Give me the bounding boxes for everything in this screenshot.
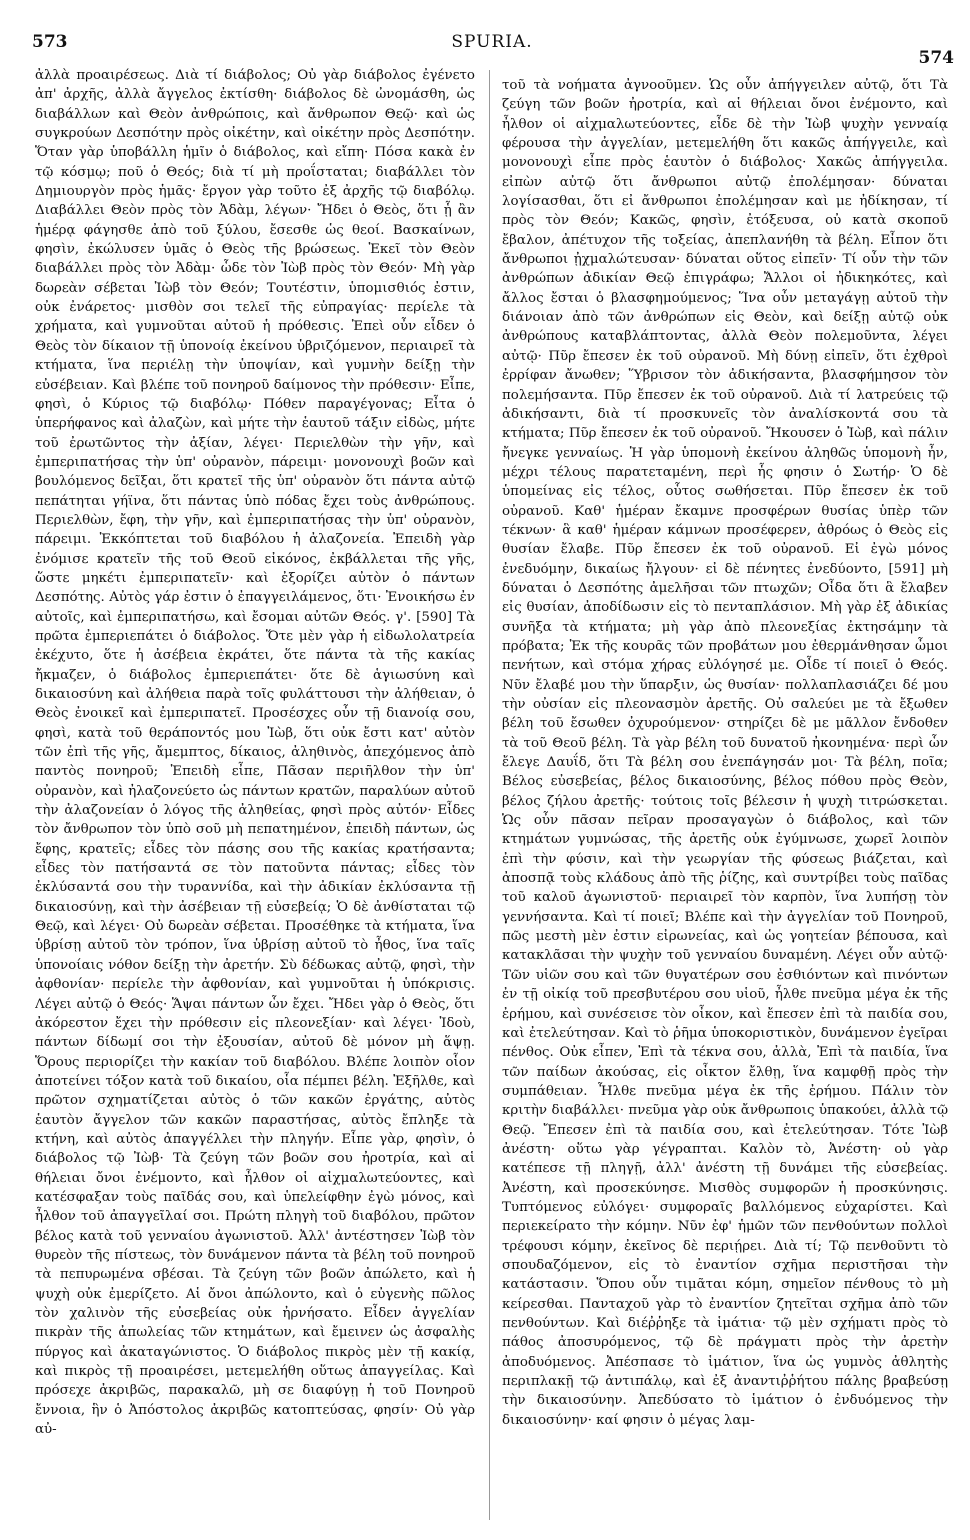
left-column	[35, 66, 475, 1522]
right-column	[502, 76, 948, 1532]
column-divider	[489, 70, 490, 1520]
running-title: SPURIA.	[451, 32, 533, 52]
right-column-text: τοῦ τὰ νοήματα ἀγνοοῦμεν. Ὡς οὖν ἀπήγγειλεν αὐτῷ, ὅτι Τὰ ζεύγη τῶν βοῶν ἠροτρία, καὶ αἱ θήλειαι ὄνοι ἐνέμοντο, καὶ ἦλθον οἱ αἰχμαλωτεύοντες, εἶδε δὲ τὴν Ἰὼβ ψυχὴν γενναίᾳ φέρουσα τὴν ἀγγελίαν, μετεμελήθη ὅτι κακῶς ἀπήγγειλε, καὶ μονονουχὶ εἶπε πρὸς ἑαυτὸν ὁ διάβολος· Χακῶς ἀπήγγειλα. εἰπὼν αὐτῷ ὅτι ἄνθρωποι αὐτῷ ἐπολέμησαν· δύναται λογίσασθαι, ὅτι εἰ ἄνθρωποι ἐπολέμησαν καὶ με ἠδίκησαν, τί πρὸς τὸν Θεόν; Κακῶς, φησὶν, ἐτόξευσα, οὐ κατὰ σκοποῦ ἔβαλον, ἀπέτυχον τῆς τοξείας, ἀπεπλανήθη τὰ βέλη. Εἶπον ὅτι ἄνθρωποι ᾐχμαλώτευσαν· δύναται οὕτος εἰπεῖν· Τί οὖν τὴν τῶν ἀνθρώπων ἀδικίαν Θεῷ ἐπιγράφω; Ἄλλοι οἱ ἠδικηκότες, καὶ ἄλλος ἔσται ὁ βλασφημούμενος; Ἵνα οὖν μεταγάγῃ αὐτοῦ τὴν διάνοιαν ἀπὸ τῶν ἀνθρώπων εἰς Θεὸν, καὶ δείξῃ αὐτῷ οὐκ ἀνθρώπους καταβλάπτοντας, ἀλλὰ Θεὸν πολεμοῦντα, λέγει αὐτῷ· Πῦρ ἔπεσεν ἐκ τοῦ οὐρανοῦ. Μὴ δύνῃ εἰπεῖν, ὅτι ἐχθροὶ ἐρρίφαν ἄνωθεν; Ὕβρισον τὸν ἀδικήσαντα, βλασφήμησον τὸν πολεμήσαντα. Πῦρ ἔπεσεν ἐκ τοῦ οὐρανοῦ. Διὰ τί λατρεύεις τῷ ἀδικήσαντι, διὰ τί προσκυνεῖς τὸν ἀναλίσκοντά σου τὰ κτήματα; Πῦρ ἔπεσεν ἐκ τοῦ οὐρανοῦ. Ἤκουσεν ὁ Ἰὼβ, καὶ πάλιν ἤνεγκε γενναίως. Ἡ γὰρ ὑπομονὴ ἐκείνου ἀληθῶς ὑπομονὴ ἦν, μέχρι τέλους παρατεταμένη, περὶ ἧς φησιν ὁ Σωτήρ· Ὁ δὲ ὑπομείνας εἰς τέλος, οὗτος σωθήσεται. Πῦρ ἔπεσεν ἐκ τοῦ οὐρανοῦ. Καθ' ἡμέραν ἔκαμνε προσφέρων θυσίας ὑπὲρ τῶν τέκνων· ἃ καθ' ἡμέραν κάμνων προσέφερεν, ἀθρόως ὁ Θεὸς εἰς θυσίαν ἔλαβε. Πῦρ ἔπεσεν ἐκ τοῦ οὐρανοῦ. Εἰ ἐγὼ μόνος ἐνεδυόμην, δικαίως ἤλγουν· εἰ δὲ πένητες ἐνεδύοντο, [591] μὴ δύναται ὁ Δεσπότης ἀμελῆσαι τῶν πτωχῶν; Οἶδα ὅτι ἃ ἔλαβεν εἰς θυσίαν, ἀποδίδωσιν εἰς τὸ πενταπλάσιον. Μὴ γὰρ ἐξ ἀδικίας συνῆξα τὰ κτήματα; μὴ γὰρ ἀπὸ πλεονεξίας ἐκτησάμην τὰ πρόβατα; Ἐκ τῆς κουρᾶς τῶν προβάτων μου ἐθερμάνθησαν ὦμοι πενήτων, καὶ στόμα χήρας εὐλόγησέ με. Οἶδε τί ποιεῖ ὁ Θεός. Νῦν ἔλαβέ μου τὴν ὕπαρξιν, ὡς θυσίαν· πολλαπλασιάζει δέ μου τὴν οὐσίαν εἰς πλεονασμὸν ἀρετῆς. Οὐ σαλεύει με τὰ ἔξωθεν βέλη τοῦ ἔσωθεν ὀχυρούμενον· στηρίζει δὲ με μᾶλλον ἔνδοθεν τὰ τοῦ Θεοῦ βέλη. Τὰ γὰρ βέλη τοῦ δυνατοῦ ἠκονημένα· περὶ ὧν ἔλεγε Δαυΐδ, ὅτι Τὰ βέλη σου ἐνεπάγησάν μοι· Τὰ βέλη, ποῖα; Βέλος εὐσεβείας, βέλος δικαιοσύνης, βέλος πόθου πρὸς Θεὸν, βέλος ζήλου ἀρετῆς· τούτοις τοῖς βέλεσιν ἡ ψυχὴ τιτρώσκεται. Ὡς οὖν πᾶσαν πεῖραν προσαγαγὼν ὁ διάβολος, καὶ τῶν κτημάτων γυμνώσας, τῆς ἀρετῆς οὐκ ἐγύμνωσε, χωρεῖ λοιπὸν ἐπὶ τὴν φύσιν, καὶ τὴν γεωργίαν τῆς φύσεως βιάζεται, καὶ ἀποσπᾷ τοὺς κλάδους ἀπὸ τῆς ῥίζης, καὶ συντρίβει τοὺς παῖδας τοῦ καλοῦ ἀγωνιστοῦ· περιαιρεῖ τὸν καρπὸν, ἵνα λυπήσῃ τὸν γεννήσαντα. Καὶ τί ποιεῖ; Βλέπε καὶ τὴν ἀγγελίαν τοῦ Πονηροῦ, πῶς μεστὴ μὲν ἐστιν εἰρωνείας, καὶ ὡς γοητείαν βέπουσα, καὶ κατακλᾶσαι τὴν ψυχὴν τοῦ γενναίου δυναμένη. Λέγει οὖν αὐτῷ· Τῶν υἱῶν σου καὶ τῶν θυγατέρων σου ἐσθιόντων καὶ πινόντων ἐν τῇ οἰκίᾳ τοῦ πρεσβυτέρου σου υἱοῦ, ἦλθε πνεῦμα μέγα ἐκ τῆς ἐρήμου, καὶ συνέσεισε τὸν οἶκον, καὶ ἔπεσεν ἐπὶ τὰ παιδία σου, καὶ ἐτελεύτησαν. Καὶ τὸ ῥῆμα ὑποκοριστικὸν, δυνάμενον ἐγεῖραι πένθος. Οὐκ εἶπεν, Ἐπὶ τὰ τέκνα σου, ἀλλὰ, Ἐπὶ τὰ παιδία, ἵνα τῶν παίδων ἀκούσας, εἰς οἶκτον ἔλθῃ, ἵνα καμφθῇ πρὸς τὴν συμπάθειαν. Ἦλθε πνεῦμα μέγα ἐκ τῆς ἐρήμου. Πάλιν τὸν κριτὴν διαβάλλει· πνεῦμα γὰρ οὐκ ἄνθρωποις ὑπακούει, ἀλλὰ τῷ Θεῷ. Ἔπεσεν ἐπὶ τὰ παιδία σου, καὶ ἐτελεύτησαν. Τότε Ἰὼβ ἀνέστη· οὕτω γὰρ γέγραπται. Καλὸν τὸ, Ἀνέστη· οὐ γὰρ κατέπεσε τῇ πληγῇ, ἀλλ' ἀνέστη τῇ δυνάμει τῆς εὐσεβείας. Ἀνέστη, καὶ προσεκύνησε. Μισθὸς συμφορῶν ἡ προσκύνησις. Τυπτόμενος εὐλόγει· συμφοραῖς βαλλόμενος εὐχαρίστει. Καὶ περιεκείρατο τὴν κόμην. Νῦν ἐφ' ἡμῶν τῶν πενθούντων πολλοὶ τρέφουσι κόμην, ἐκεῖνος δὲ περιῄρει. Διὰ τί; Τῷ πενθοῦντι τὸ σπουδαζόμενον, εἰς τὸ ἐναντίον σχῆμα περιστῆσαι τὴν κατάστασιν. Ὅπου οὖν τιμᾶται κόμη, σημεῖον πένθους τὸ μὴ κείρεσθαι. Πανταχοῦ γὰρ τὸ ἐναντίον ζητεῖται σχῆμα ἀπὸ τῶν πενθούντων. Καὶ διέῤῥηξε τὰ ἱμάτια· τῷ μὲν σχήματι πρὸς τὸ πάθος ἀποσυρόμενος, τῷ δὲ πράγματι πρὸς τὴν ἀρετὴν ἀποδυόμενος. Ἀπέσπασε τὸ ἱμάτιον, ἵνα ὡς γυμνὸς ἀθλητὴς περιπλακῇ τῷ ἀντιπάλῳ, καὶ ἐξ ἀναντιῤῥήτου πάλης βραβεύσῃ τὴν δικαιοσύνην. Ἀπεδύσατο τὸ ἱμάτιον ὁ ἐνδυόμενος τὴν δικαιοσύνην· καί φησιν ὁ μέγας λαμ-	[502, 78, 948, 1428]
page-header	[30, 30, 954, 68]
left-column-text: ἀλλὰ προαιρέσεως. Διὰ τί διάβολος; Οὐ γὰρ διάβολος ἐγένετο ἀπ' ἀρχῆς, ἀλλὰ ἄγγελος ἐκτίσθη· διάβολος δὲ ὠνομάσθη, ὡς διαβάλλων καὶ Θεὸν ἀνθρώποις, καὶ ἄνθρωπον Θεῷ· καὶ ὡς συγκρούων Δεσπότην πρὸς οἰκέτην, καὶ οἰκέτην πρὸς Δεσπότην. Ὅταν γὰρ ὑποβάλλη ἡμῖν ὁ διάβολος, καὶ εἴπη· Πόσα κακὰ ἐν τῷ κόσμῳ; ποῦ ὁ Θεός; διὰ τί μὴ προΐσταται; διαβάλλει τὸν Δημιουργὸν πρὸς ἡμᾶς· ἔργον γὰρ τοῦτο ἐξ ἀρχῆς τῷ διαβόλῳ. Διαβάλλει Θεὸν πρὸς τὸν Ἀδὰμ, λέγων· Ἤδει ὁ Θεὸς, ὅτι ᾗ ἂν ἡμέρᾳ φάγησθε ἀπὸ τοῦ ξύλου, ἔσεσθε ὡς θεοί. Βασκαίνων, φησὶν, ἐκώλυσεν ὑμᾶς ὁ Θεὸς τῆς βρώσεως. Ἐκεῖ τὸν Θεὸν διαβάλλει πρὸς τὸν Ἀδὰμ· ὧδε τὸν Ἰὼβ πρὸς τὸν Θεόν· Μὴ γὰρ δωρεὰν σέβεται Ἰὼβ τὸν Θεόν; Τουτέστιν, ὑπομισθιός ἐστιν, οὐκ ἐνάρετος· μισθὸν σοι τελεῖ τῆς εὐπραγίας· περίελε τὰ χρήματα, καὶ γυμνοῦται αὐτοῦ ἡ πρόθεσις. Ἐπεὶ οὖν εἶδεν ὁ Θεὸς τὸν δίκαιον τῇ ὑπονοίᾳ ἐκείνου ὑβριζόμενον, περιαιρεῖ τὰ κτήματα, ἵνα περιέλῃ τὴν ὑποψίαν, καὶ γυμνὴν δείξῃ τὴν εὐσέβειαν. Καὶ βλέπε τοῦ πονηροῦ δαίμονος τὴν πρόθεσιν· Εἶπε, φησὶ, ὁ Κύριος τῷ διαβόλῳ· Πόθεν παραγέγονας; Εἶτα ὁ ὑπερήφανος καὶ ἀλαζὼν, καὶ μήτε τὴν ἑαυτοῦ τάξιν εἰδὼς, μήτε τοῦ ἐρωτῶντος τὴν ἀξίαν, λέγει· Περιελθὼν τὴν γῆν, καὶ ἐμπεριπατήσας τὴν ὑπ' οὐρανὸν, πάρειμι· μονονουχὶ βοῶν καὶ βουλόμενος δεῖξαι, ὅτι κρατεῖ τῆς ὑπ' οὐρανὸν ὅτι πάντα αὐτῷ πεπάτηται γήϊνα, ὅτι πάντας ὑπὸ πόδας ἔχει τοὺς ἀνθρώπους. Περιελθὼν, ἔφη, τὴν γῆν, καὶ ἐμπεριπατήσας τὴν ὑπ' οὐρανὸν, πάρειμι. Ἐκκόπτεται τοῦ διαβόλου ἡ ἀλαζονεία. Ἐπειδὴ γὰρ ἐνόμισε κρατεῖν τῆς τοῦ Θεοῦ εἰκόνος, ἐκβάλλεται τῆς γῆς, ὥστε μηκέτι ἐμπεριπατεῖν· καὶ ἐξορίζει αὐτὸν ὁ πάντων Δεσπότης. Αὐτὸς γάρ ἐστιν ὁ ἐπαγγειλάμενος, ὅτι· Ἐνοικήσω ἐν αὐτοῖς, καὶ ἐμπεριπατήσω, καὶ ἔσομαι αὐτῶν Θεός. γ'. [590] Τὰ πρῶτα ἐμπεριεπάτει ὁ διάβολος. Ὅτε μὲν γὰρ ἡ εἰδωλολατρεία ἐκέχυτο, ὅτε ἡ ἀσέβεια ἐκράτει, ὅτε πάντα τὰ τῆς κακίας ἤκμαζεν, ὁ διάβολος ἐμπεριεπάτει· ὅτε δὲ ἁγιωσύνη καὶ δικαιοσύνη καὶ ἀλήθεια παρὰ τοῖς φυλάττουσι τὴν ἀλήθειαν, ὁ Θεὸς ἐνοικεῖ καὶ ἐμπεριπατεῖ. Προσέσχες οὖν τῇ διανοίᾳ σου, φησὶ, κατὰ τοῦ θεράποντός μου Ἰὼβ, ὅτι οὐκ ἔστι κατ' αὐτὸν τῶν ἐπὶ τῆς γῆς, ἄμεμπτος, δίκαιος, ἀληθινὸς, ἀπεχόμενος ἀπὸ παντὸς πονηροῦ; Ἐπειδὴ εἶπε, Πᾶσαν περιῆλθον τὴν ὑπ' οὐρανὸν, καὶ ἠλαζονεύετο ὡς πάντων κρατῶν, παραλύων αὐτοῦ τὴν ἀλαζονείαν ὁ λόγος τῆς ἀληθείας, φησὶ πρὸς αὐτόν· Εἶδες τὸν ἄνθρωπον τὸν ὑπὸ σοῦ μὴ πεπατημένον, ἐπειδὴ πάντων, ὡς ἔφης, κρατεῖς; εἶδες τὸν πάσης σου τῆς κακίας κρατήσαντα; εἶδες τὸν πατήσαντά σε τὸν πατοῦντα πάντας; εἶδες τὸν ἐκλύσαντά σου τὴν τυραννίδα, καὶ τὴν ἀδικίαν ἐκλύσαντα τῇ δικαιοσύνῃ, καὶ τὴν ἀσέβειαν τῇ εὐσεβείᾳ; Ὁ δὲ ἀνθίσταται τῷ Θεῷ, καὶ λέγει· Οὐ δωρεὰν σέβεται. Προσέθηκε τὰ κτήματα, ἵνα ὑβρίσῃ αὐτοῦ τὸν τρόπον, ἵνα ὑβρίσῃ αὐτοῦ τὸ ἦθος, ἵνα ταῖς ὑπονοίαις νόθον δείξῃ τὴν ἀρετήν. Σὺ δέδωκας αὐτῷ, φησὶ, τὴν ἀφθονίαν· περίελε τὴν ἀφθονίαν, καὶ γυμνοῦται ἡ ὑπόκρισις. Λέγει αὐτῷ ὁ Θεός· Ἅψαι πάντων ὧν ἔχει. Ἤδει γὰρ ὁ Θεὸς, ὅτι ἀκόρεστον ἔχει τὴν πρόθεσιν εἰς πλεονεξίαν· καὶ λέγει· Ἰδοὺ, πάντων δίδωμί σοι τὴν ἐξουσίαν, αὐτοῦ δὲ μόνον μὴ ἅψῃ. Ὅρους περιορίζει τὴν κακίαν τοῦ διαβόλου. Βλέπε λοιπὸν οἷον ἀποτείνει τόξον κατὰ τοῦ δικαίου, οἷα πέμπει βέλη. Ἐξῆλθε, καὶ πρῶτον σχηματίζεται αὐτὸς ὁ τῶν κακῶν ἐργάτης, αὐτὸς ἑαυτὸν ἄγγελον τῶν κακῶν παραστήσας, αὐτὸς ἔπληξε τὰ κτήνη, καὶ αὐτὸς ἀπαγγέλλει τὴν πληγήν. Εἶπε γὰρ, φησὶν, ὁ διάβολος τῷ Ἰὼβ· Τὰ ζεύγη τῶν βοῶν σου ἠροτρία, καὶ αἱ θήλειαι ὄνοι ἐνέμοντο, καὶ ἦλθον οἱ αἰχμαλωτεύοντες, καὶ κατέσφαξαν τοὺς παῖδάς σου, καὶ ὑπελείφθην ἐγὼ μόνος, καὶ ἦλθον τοῦ ἀπαγγεῖλαί σοι. Πρώτη πληγὴ τοῦ διαβόλου, πρῶτον βέλος κατὰ τοῦ γενναίου ἀγωνιστοῦ. Ἀλλ' ἀντέστησεν Ἰὼβ τὸν θυρεὸν τῆς πίστεως, τὸν δυνάμενον πάντα τὰ βέλη τοῦ πονηροῦ τὰ πεπυρωμένα σβέσαι. Τὰ ζεύγη τῶν βοῶν ἀπώλετο, καὶ ἡ ψυχὴ οὐκ ἐμερίζετο. Αἱ ὄνοι ἀπώλοντο, καὶ ὁ εὐγενὴς πῶλος τὸν χαλινὸν τῆς εὐσεβείας οὐκ ἠρνήσατο. Εἶδεν ἀγγελίαν πικρὰν τῆς ἀπωλείας τῶν κτημάτων, καὶ ἔμεινεν ὡς ἀσφαλὴς πύργος καὶ ἀκαταγώνιστος. Ὁ διάβολος πικρὸς μὲν τῇ κακίᾳ, καὶ πικρὸς τῇ προαιρέσει, μετεμελήθη οὕτως ἀπαγγείλας. Καὶ πρόσεχε ἀκριβῶς, παρακαλῶ, μὴ σε διαφύγῃ ἡ τοῦ Πονηροῦ ἔννοια, ἣν ὁ Ἀπόστολος ἀκριβῶς κατοπτεύσας, φησίν· Οὐ γὰρ αὐ-	[35, 68, 475, 1438]
page-number-right: 574	[918, 48, 954, 68]
page-number-left: 573	[32, 32, 68, 52]
